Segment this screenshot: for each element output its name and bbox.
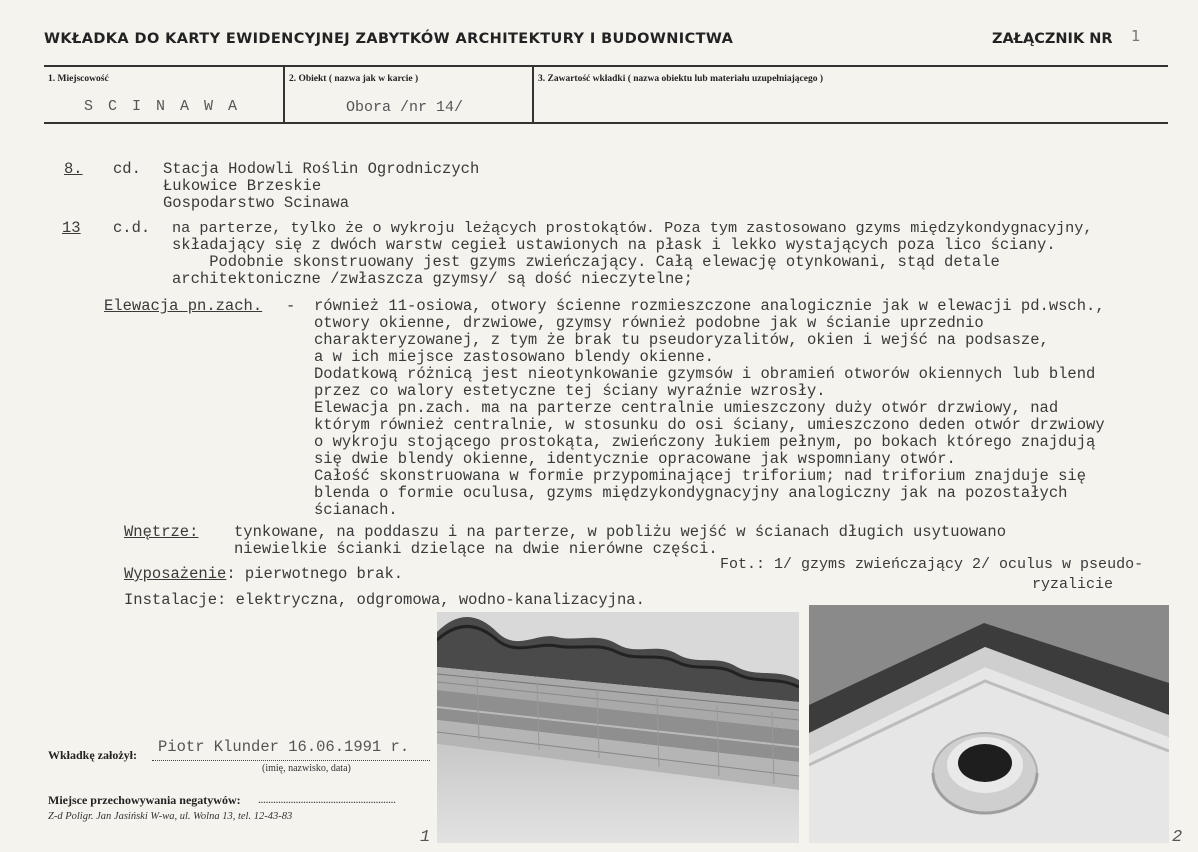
photo-cornice [437,612,799,843]
section-13-line: składający się z dwóch warstw cegieł ustawionych na płask i lekko wystających poza lico ściany. [172,236,1056,254]
elevation-line: Elewacja pn.zach. ma na parterze centralnie umieszczony duży otwór drzwiowy, nad [314,399,1059,417]
founder-dotted-line [152,760,430,761]
elevation-line: blenda o formie oculusa, gzyms międzykondygnacyjny analogiczny jak na pozostałych [314,484,1068,502]
elevation-dash: - [286,297,296,315]
elevation-line: a w ich miejsce zastosowano blendy okienne. [314,348,714,366]
field-1-value: S C I N A W A [84,98,241,115]
elevation-label: Elewacja pn.zach. [104,297,263,315]
founder-value: Piotr Klunder 16.06.1991 r. [158,738,410,756]
photo-oculus [809,605,1169,843]
storage-dots: ....................................................... [258,792,396,806]
section-8-line: Łukowice Brzeskie [163,177,322,195]
photo-caption-line: ryzalicie [1032,576,1114,593]
field-2-value: Obora /nr 14/ [346,99,464,116]
equipment-label: Wyposażenie [124,565,227,583]
elevation-line: charakteryzowanej, z tym że brak tu pseudoryzalitów, okien i wejść na podsasze, [314,331,1049,349]
section-8-line: Gospodarstwo Scinawa [163,194,350,212]
elevation-line: Całość skonstruowana w formie przypominającej triforium; nad triforium znajduje się [314,467,1087,485]
photo-cornice-image [437,612,799,843]
section-13-cd: c.d. [113,219,151,237]
annex-label: ZAŁĄCZNIK NR [992,31,1113,47]
elevation-line: również 11-osiowa, otwory ścienne rozmieszczone analogicznie jak w elewacji pd.wsch., [314,297,1105,315]
elevation-line: o wykroju stojącego prostokąta, zwieńczony łukiem pełnym, po bokach którego znajdują [314,433,1096,451]
section-13-line: na parterze, tylko że o wykroju leżących prostokątów. Poza tym zastosowano gzyms międzykondygnacyjny, [172,219,1093,237]
table-bottom-line [44,122,1168,124]
elevation-line: którym również centralnie, w stosunku do osi ściany, umieszczono deden otwór drzwiowy [314,416,1105,434]
interior-line: tynkowane, na poddaszu i na parterze, w pobliżu wejść w ścianach długich usytuowano [234,523,1007,541]
section-13-line: Podobnie skonstruowany jest gzyms zwieńczający. Całą elewację otynkowani, stąd detale [172,253,1000,271]
founder-label: Wkładkę założył: [48,748,137,762]
elevation-line: ścianach. [314,501,398,519]
photo-1-number: 1 [420,828,431,847]
field-2-label: 2. Obiekt ( nazwa jak w karcie ) [289,74,419,84]
elevation-line: otwory okienne, drzwiowe, gzymsy również podobne jak w ścianie uprzednio [314,314,984,332]
table-top-line [44,65,1168,67]
equipment-value: : pierwotnego brak. [226,565,404,583]
table-divider-1 [283,65,285,123]
section-8-line: Stacja Hodowli Roślin Ogrodniczych [163,160,480,178]
storage-label: Miejsce przechowywania negatywów: [48,793,241,807]
interior-label: Wnętrze: [124,523,199,541]
interior-line: niewielkie ścianki dzielące na dwie nierówne części. [234,540,718,558]
installations-line: Instalacje: elektryczna, odgromowa, wodno-kanalizacyjna. [124,591,645,609]
photo-oculus-image [809,605,1169,843]
photo-2-number: 2 [1172,828,1183,847]
equipment-row [124,566,403,583]
section-8-cd: cd. [113,160,141,178]
founder-hint: (imię, nazwisko, data) [262,763,351,774]
section-13-number: 13 [62,219,81,237]
photo-caption-line: Fot.: 1/ gzyms zwieńczający 2/ oculus w pseudo- [720,556,1144,573]
field-1-label: 1. Miejscowość [48,74,109,84]
elevation-line: przez co walory estetyczne tej ściany wyraźnie wzrosły. [314,382,826,400]
elevation-line: Dodatkową różnicą jest nieotynkowanie gzymsów i obramień otworów okiennych lub blend [314,365,1096,383]
field-3-label: 3. Zawartość wkładki ( nazwa obiektu lub materiału uzupełniającego ) [538,74,824,84]
elevation-line: się dwie blendy okienne, identycznie opracowane jak wspomniany otwór. [314,450,956,468]
section-8-number: 8. [64,160,83,178]
form-title: WKŁADKA DO KARTY EWIDENCYJNEJ ZABYTKÓW ARCHITEKTURY I BUDOWNICTWA [44,31,734,47]
printer-imprint: Z-d Poligr. Jan Jasiński W-wa, ul. Wolna 13, tel. 12-43-83 [48,811,293,822]
section-13-line: architektoniczne /zwłaszcza gzymsy/ są dość nieczytelne; [172,270,693,288]
annex-number: 1 [1131,27,1141,45]
table-divider-2 [532,65,534,123]
